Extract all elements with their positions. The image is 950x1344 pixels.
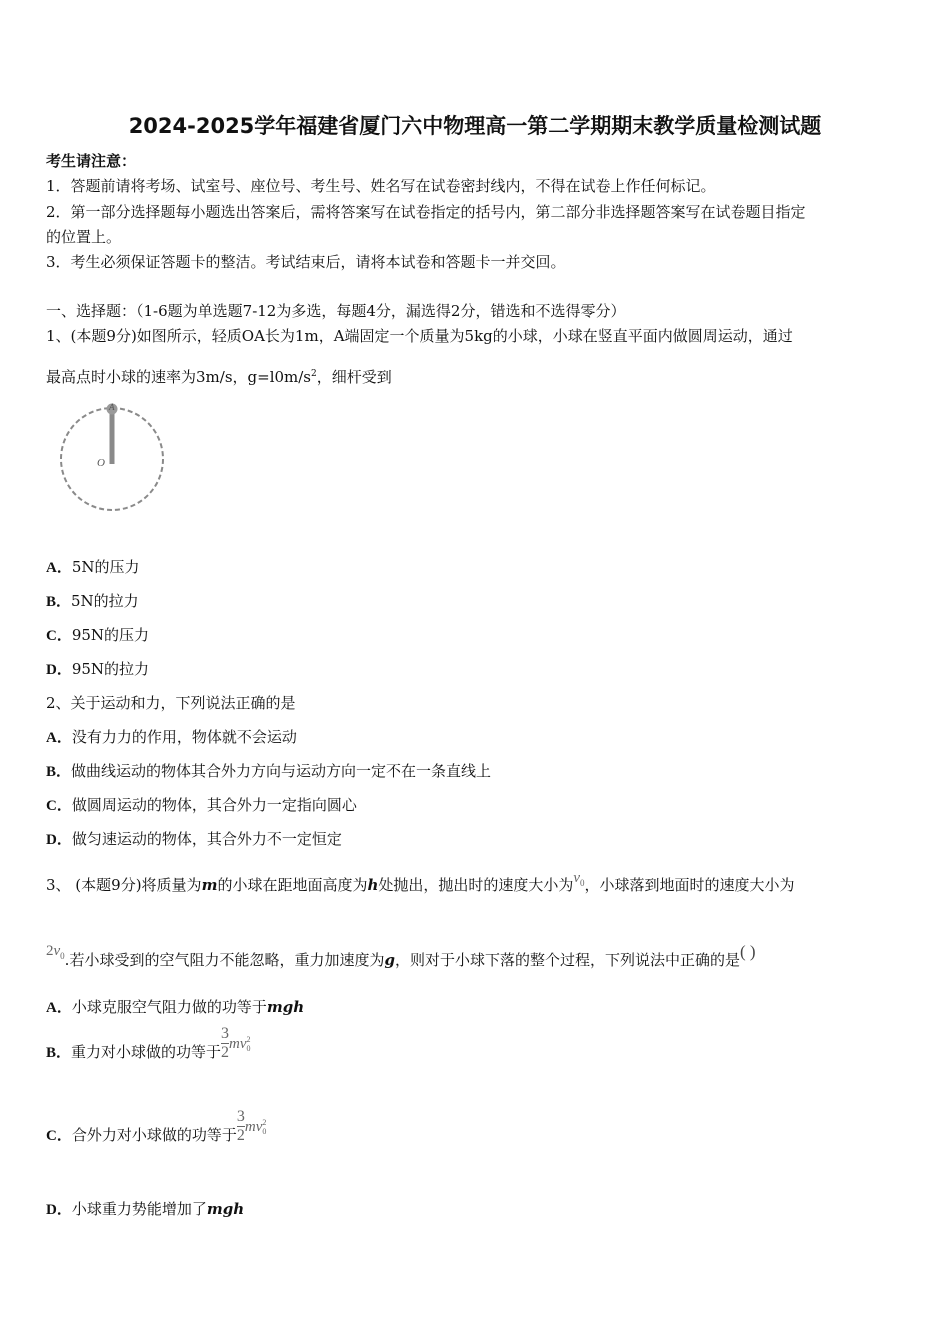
mv-letters: mv: [244, 1118, 263, 1135]
option-letter: B．: [46, 764, 72, 780]
q3-option-a[interactable]: [46, 997, 304, 1018]
option-text: 做圆周运动的物体，其合外力一定指向圆心: [71, 796, 357, 814]
label-a: A: [109, 402, 115, 412]
option-letter: D．: [46, 662, 72, 678]
option-math: mgh: [266, 998, 305, 1016]
rod: [110, 409, 115, 464]
q3-option-c[interactable]: [46, 1108, 267, 1159]
option-text: 95N的压力: [71, 626, 150, 644]
q3-two: 2: [46, 943, 54, 959]
notice-item-2a: 2．第一部分选择题每小题选出答案后，需将答案写在试卷指定的括号内，第二部分非选择题答案写在试卷题目指定: [46, 203, 806, 221]
q3-var-g: g: [384, 951, 395, 969]
q1-option-b[interactable]: [46, 591, 139, 612]
q1-option-d[interactable]: [46, 659, 149, 680]
option-letter: C．: [46, 798, 72, 814]
q3-stem-line1: [46, 870, 795, 901]
q2-option-c[interactable]: [46, 795, 357, 816]
option-letter: A．: [46, 730, 72, 746]
q2-option-b[interactable]: [46, 761, 491, 782]
q3-v0-subscript: 0: [580, 878, 585, 888]
q1-option-a[interactable]: [46, 557, 140, 578]
q3-var-h: h: [367, 876, 379, 894]
q2-option-a[interactable]: [46, 727, 297, 748]
circular-motion-figure: [56, 398, 168, 518]
option-letter: A．: [46, 560, 72, 576]
fraction-denominator: 2: [236, 1127, 245, 1144]
notice-heading: 考生请注意：: [46, 152, 137, 170]
option-text: 做匀速运动的物体，其合外力不一定恒定: [71, 830, 342, 848]
option-letter: C．: [46, 1128, 72, 1144]
mv-letters: mv: [229, 1035, 247, 1052]
q1-stem-line2: [46, 364, 392, 387]
mv-term: [229, 1036, 251, 1052]
option-letter: D．: [46, 1202, 72, 1218]
option-text: 小球克服空气阻力做的功等于: [71, 998, 267, 1016]
notice-item-3: 3．考生必须保证答题卡的整洁。考试结束后，请将本试卷和答题卡一并交回。: [46, 253, 566, 271]
option-text: 95N的拉力: [71, 660, 150, 678]
q1-option-c[interactable]: [46, 625, 149, 646]
option-letter: D．: [46, 832, 72, 848]
mv-term: [245, 1119, 267, 1135]
page-title: 2024-2025学年福建省厦门六中物理高一第二学期期末教学质量检测试题: [128, 114, 822, 138]
q3-stem-part: 3、 (本题9分)将质量为: [46, 876, 202, 894]
option-text: 5N的压力: [71, 558, 140, 576]
subscript: 0: [262, 1127, 267, 1137]
exponent: 2: [246, 1035, 251, 1045]
q1-stem-line2-end: ，细杆受到: [316, 368, 392, 386]
option-text: 小球重力势能增加了: [71, 1200, 207, 1218]
q3-option-b[interactable]: [46, 1025, 251, 1076]
q3-v0-letter: v: [53, 943, 61, 959]
q1-superscript: 2: [311, 369, 317, 379]
q1-stem-line1: 1、(本题9分)如图所示，轻质OA长为1m，A端固定一个质量为5kg的小球，小球在竖直平面内做圆周运动，通过: [46, 327, 793, 345]
fraction-numerator: 3: [221, 1025, 230, 1042]
q3-stem-part: ，则对于小球下落的整个过程，下列说法中正确的是: [394, 951, 740, 969]
option-text: 5N的拉力: [71, 592, 139, 610]
exponent: 2: [262, 1118, 267, 1128]
q3-v0-letter: v: [573, 870, 581, 886]
q3-v0-subscript: 0: [60, 951, 65, 961]
q3-stem-part: .若小球受到的空气阻力不能忽略，重力加速度为: [64, 951, 385, 969]
q3-var-m: m: [201, 876, 218, 894]
q2-option-d[interactable]: [46, 829, 342, 850]
q3-stem-part: 处抛出，抛出时的速度大小为: [378, 876, 574, 894]
fraction-denominator: 2: [221, 1044, 230, 1061]
notice-item-1: 1．答题前请将考场、试室号、座位号、考生号、姓名写在试卷密封线内，不得在试卷上作任何标记。: [46, 177, 716, 195]
option-letter: C．: [46, 628, 72, 644]
option-letter: B．: [46, 1045, 72, 1061]
label-o: O: [97, 457, 105, 469]
q3-stem-part: 的小球在距地面高度为: [217, 876, 368, 894]
q3-stem-line2: [46, 942, 756, 976]
option-letter: B．: [46, 594, 72, 610]
q3-option-b-formula: [221, 1021, 251, 1066]
option-text: 没有力力的作用，物体就不会运动: [71, 728, 297, 746]
q2-stem: 2、关于运动和力，下列说法正确的是: [46, 694, 296, 712]
q3-stem-part: ，小球落到地面时的速度大小为: [584, 876, 795, 894]
q3-option-c-formula: [237, 1104, 267, 1149]
answer-blank[interactable]: ( ): [739, 942, 756, 961]
option-text: 做曲线运动的物体其合外力方向与运动方向一定不在一条直线上: [71, 762, 492, 780]
fraction: [221, 1025, 229, 1062]
section-heading: 一、选择题：（1-6题为单选题7-12为多选，每题4分，漏选得2分，错选和不选得零分）: [46, 302, 626, 320]
subscript: 0: [246, 1044, 251, 1054]
q3-v0: [573, 870, 584, 886]
option-text: 合外力对小球做的功等于: [71, 1126, 237, 1144]
fraction: [237, 1108, 245, 1145]
option-letter: A．: [46, 1000, 72, 1016]
notice-item-2b: 的位置上。: [46, 228, 122, 246]
q3-option-d[interactable]: [46, 1199, 244, 1220]
q1-stem-line2-text: 最高点时小球的速率为3m/s，g=l0m/s: [46, 368, 312, 386]
q3-2v0: [46, 943, 65, 959]
option-text: 重力对小球做的功等于: [71, 1043, 222, 1061]
option-math: mgh: [206, 1200, 245, 1218]
fraction-numerator: 3: [236, 1108, 245, 1125]
